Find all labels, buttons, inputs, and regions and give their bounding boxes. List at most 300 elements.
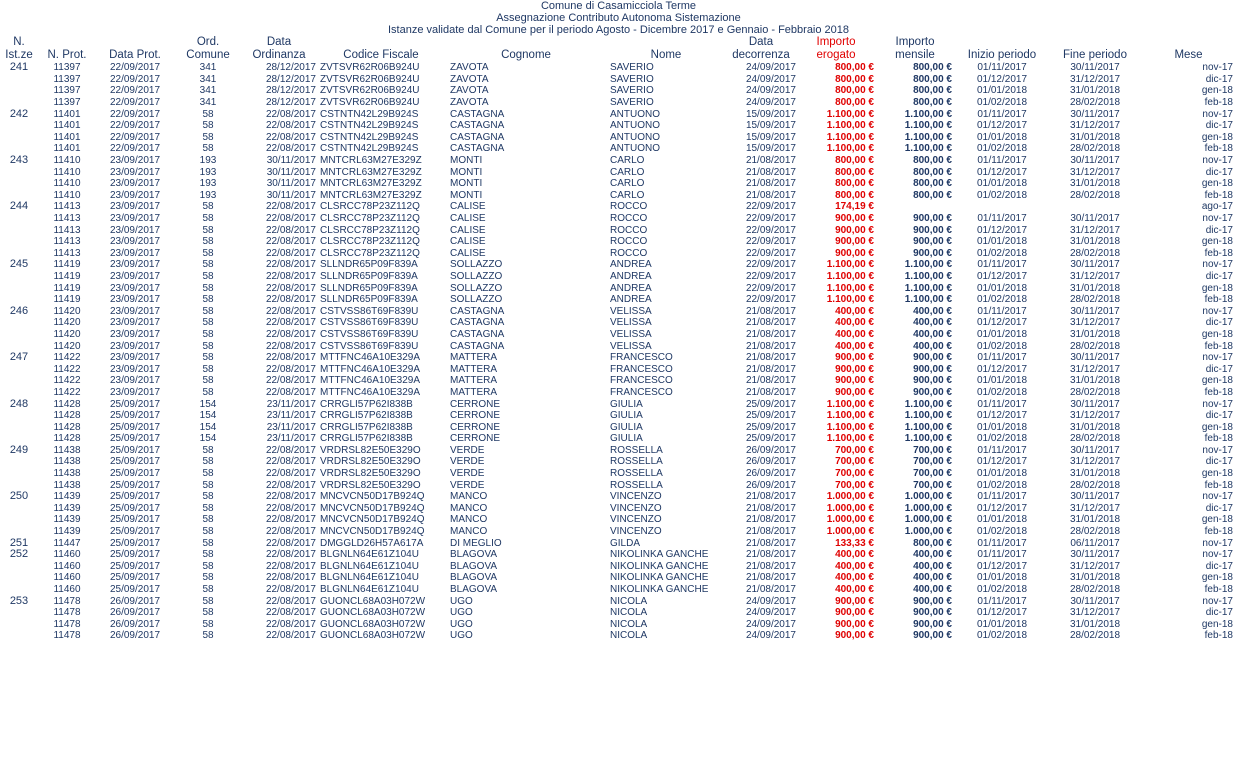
col-mese-cell: gen-18 [1201, 236, 1233, 248]
col-data-decorrenza-cell: 21/08/2017 [745, 549, 796, 561]
col-n-istanza-cell [0, 619, 38, 631]
col-n-prot-cell: 11413 [53, 236, 81, 248]
col-ord-comune-cell: 58 [202, 468, 214, 480]
col-codice-fiscale-cell: MNCVCN50D17B924Q [320, 526, 425, 538]
col-ord-comune-cell: 154 [199, 421, 217, 433]
col-data-decorrenza-cell: 26/09/2017 [745, 468, 796, 480]
col-data-decorrenza-cell: 24/09/2017 [745, 85, 796, 97]
col-ord-comune-cell: 58 [202, 491, 214, 503]
table-row [0, 387, 1237, 399]
col-cognome-cell: MONTI [450, 155, 483, 167]
col-data-decorrenza-cell: 15/09/2017 [745, 131, 796, 143]
col-ord-comune-cell: 58 [202, 143, 214, 155]
col-cognome-cell: UGO [450, 595, 473, 607]
col-ord-comune-header: Ord. Comune [186, 36, 230, 61]
col-importo-erogato-cell: 900,00 € [835, 236, 874, 248]
col-fine-periodo-cell: 31/12/2017 [1069, 502, 1121, 514]
col-codice-fiscale-cell: CSTNTN42L29B924S [320, 131, 419, 143]
col-n-istanza-cell [0, 271, 38, 283]
col-n-prot-cell: 11439 [53, 502, 81, 514]
col-inizio-periodo-cell: 01/01/2018 [976, 178, 1028, 190]
col-n-istanza-cell [0, 224, 38, 236]
col-data-ordinanza-cell: 22/08/2017 [265, 236, 316, 248]
col-cognome-cell: MANCO [450, 502, 488, 514]
col-ord-comune-cell: 58 [202, 328, 214, 340]
col-importo-mensile-cell: 900,00 € [913, 386, 952, 398]
col-n-prot-cell: 11420 [53, 328, 81, 340]
col-inizio-periodo-cell: 01/11/2017 [977, 537, 1027, 549]
col-nome-cell: NIKOLINKA GANCHE [610, 572, 709, 584]
col-data-ordinanza-cell: 22/08/2017 [265, 201, 316, 213]
col-importo-erogato-cell: 1.100,00 € [826, 108, 874, 120]
col-n-prot-cell: 11439 [53, 514, 81, 526]
col-fine-periodo-cell: 31/12/2017 [1069, 560, 1121, 572]
col-fine-periodo-cell: 30/11/2017 [1070, 352, 1120, 364]
col-codice-fiscale-cell: GUONCL68A03H072W [320, 595, 426, 607]
col-ord-comune-cell: 58 [202, 526, 214, 538]
col-data-prot-cell: 23/09/2017 [109, 155, 161, 167]
col-data-decorrenza-cell: 15/09/2017 [745, 120, 796, 132]
col-codice-fiscale-cell: CRRGLI57P62I838B [320, 421, 413, 433]
col-inizio-periodo-cell: 01/01/2018 [976, 131, 1028, 143]
col-mese-cell: feb-18 [1204, 433, 1233, 445]
col-importo-mensile-cell: 400,00 € [913, 305, 952, 317]
col-cognome-cell: VERDE [450, 479, 485, 491]
col-n-istanza-cell [0, 375, 38, 387]
col-n-prot-cell: 11419 [53, 259, 81, 271]
col-data-decorrenza-cell: 24/09/2017 [745, 73, 796, 85]
col-importo-mensile-cell: 900,00 € [913, 363, 952, 375]
col-importo-erogato-cell: 900,00 € [835, 352, 874, 364]
col-nome-cell: CARLO [610, 166, 645, 178]
col-data-decorrenza-cell: 21/08/2017 [745, 386, 796, 398]
col-importo-mensile-cell: 900,00 € [913, 352, 952, 364]
col-cognome-cell: MANCO [450, 514, 488, 526]
col-data-prot-cell: 23/09/2017 [109, 259, 161, 271]
col-data-decorrenza-cell: 24/09/2017 [745, 607, 796, 619]
col-nome-cell: VINCENZO [610, 491, 662, 503]
col-cognome-cell: CERRONE [450, 433, 501, 445]
col-nome-cell: SAVERIO [610, 97, 654, 109]
col-nome-cell: VELISSA [610, 340, 652, 352]
col-data-ordinanza-cell: 22/08/2017 [265, 352, 316, 364]
col-data-ordinanza-cell: 28/12/2017 [265, 97, 316, 109]
col-nome-cell: VELISSA [610, 328, 652, 340]
col-importo-mensile-cell: 900,00 € [913, 375, 952, 387]
col-ord-comune-cell: 341 [199, 62, 217, 74]
col-n-istanza-cell [0, 433, 38, 445]
col-cognome-cell: UGO [450, 618, 473, 630]
col-n-istanza-cell [0, 236, 38, 248]
col-importo-erogato-cell: 400,00 € [835, 340, 874, 352]
col-nome-cell: GILDA [610, 537, 641, 549]
table-header-row [0, 36, 1237, 62]
col-n-istanza-cell [0, 514, 38, 526]
col-fine-periodo-cell: 31/12/2017 [1069, 120, 1121, 132]
col-n-prot-cell: 11401 [53, 143, 81, 155]
col-n-istanza-cell [0, 479, 38, 491]
col-cognome-cell: CASTAGNA [450, 108, 505, 120]
col-ord-comune-cell: 58 [202, 549, 214, 561]
col-fine-periodo-cell: 28/02/2018 [1069, 630, 1121, 642]
col-ord-comune-cell: 58 [202, 572, 214, 584]
col-n-prot-cell: 11460 [53, 549, 81, 561]
table-row [0, 201, 1237, 213]
col-data-ordinanza-cell: 22/08/2017 [265, 456, 316, 468]
col-data-prot-cell: 25/09/2017 [109, 421, 161, 433]
col-ord-comune-cell: 58 [202, 363, 214, 375]
col-mese-cell: feb-18 [1204, 479, 1233, 491]
col-mese-cell: gen-18 [1201, 421, 1233, 433]
col-cognome-cell: BLAGOVA [450, 572, 498, 584]
col-data-decorrenza-cell: 21/08/2017 [745, 340, 796, 352]
col-fine-periodo-cell: 31/01/2018 [1069, 282, 1121, 294]
col-data-prot-header: Data Prot. [109, 49, 161, 61]
col-n-prot-cell: 11439 [53, 526, 81, 538]
col-inizio-periodo-cell: 01/12/2017 [976, 73, 1028, 85]
col-mese-cell: dic-17 [1205, 363, 1233, 375]
col-n-prot-cell: 11419 [53, 282, 81, 294]
col-codice-fiscale-cell: CLSRCC78P23Z112Q [320, 224, 420, 236]
col-codice-fiscale-cell: CSTVSS86T69F839U [320, 328, 419, 340]
table-row [0, 526, 1237, 538]
col-inizio-periodo-cell: 01/12/2017 [976, 502, 1028, 514]
col-ord-comune-cell: 193 [199, 155, 217, 167]
col-importo-erogato-cell: 400,00 € [835, 560, 874, 572]
col-n-istanza-cell [0, 132, 38, 144]
col-inizio-periodo-cell: 01/02/2018 [976, 479, 1028, 491]
col-n-istanza-cell: 248 [9, 398, 29, 410]
col-codice-fiscale-cell: ZVTSVR62R06B924U [320, 73, 420, 85]
col-data-decorrenza-cell: 21/08/2017 [745, 537, 796, 549]
col-data-ordinanza-cell: 28/12/2017 [265, 73, 316, 85]
col-nome-cell: ANTUONO [610, 131, 660, 143]
col-fine-periodo-cell: 28/02/2018 [1069, 247, 1121, 259]
col-codice-fiscale-cell: CRRGLI57P62I838B [320, 398, 413, 410]
col-data-decorrenza-cell: 21/08/2017 [745, 526, 796, 538]
col-data-prot-cell: 25/09/2017 [109, 560, 161, 572]
col-nome-cell: ANDREA [610, 270, 652, 282]
col-data-ordinanza-cell: 22/08/2017 [265, 618, 316, 630]
col-inizio-periodo-cell: 01/12/2017 [976, 224, 1028, 236]
col-mese-cell: feb-18 [1204, 386, 1233, 398]
col-inizio-periodo-cell: 01/12/2017 [976, 607, 1028, 619]
col-codice-fiscale-cell: CSTNTN42L29B924S [320, 108, 419, 120]
col-mese-cell: gen-18 [1201, 178, 1233, 190]
col-n-istanza-cell [0, 340, 38, 352]
col-codice-fiscale-cell: ZVTSVR62R06B924U [320, 97, 420, 109]
col-nome-cell: ROSSELLA [610, 456, 663, 468]
col-codice-fiscale-cell: GUONCL68A03H072W [320, 607, 426, 619]
col-data-ordinanza-cell: 22/08/2017 [265, 224, 316, 236]
col-n-prot-cell: 11401 [53, 108, 81, 120]
col-data-ordinanza-cell: 22/08/2017 [265, 108, 316, 120]
col-importo-erogato-cell: 700,00 € [835, 456, 874, 468]
col-fine-periodo-cell: 30/11/2017 [1070, 398, 1120, 410]
col-ord-comune-cell: 58 [202, 282, 214, 294]
col-importo-mensile-cell: 400,00 € [913, 584, 952, 596]
col-data-prot-cell: 23/09/2017 [109, 201, 161, 213]
col-mese-cell: nov-17 [1202, 62, 1233, 74]
col-fine-periodo-cell: 28/02/2018 [1069, 386, 1121, 398]
col-importo-erogato-cell: 1.100,00 € [826, 259, 874, 271]
col-importo-erogato-header: Importo erogato [816, 36, 856, 61]
col-data-decorrenza-cell: 21/08/2017 [745, 584, 796, 596]
col-nome-cell: ROCCO [610, 247, 648, 259]
col-data-ordinanza-cell: 22/08/2017 [265, 294, 316, 306]
col-fine-periodo-cell: 30/11/2017 [1070, 108, 1120, 120]
col-n-prot-cell: 11478 [53, 595, 81, 607]
col-importo-erogato-cell: 1.000,00 € [826, 526, 874, 538]
col-ord-comune-cell: 58 [202, 108, 214, 120]
col-inizio-periodo-cell: 01/02/2018 [976, 294, 1028, 306]
col-mese-cell: dic-17 [1205, 456, 1233, 468]
col-importo-mensile-cell: 700,00 € [913, 479, 952, 491]
col-importo-erogato-cell: 1.100,00 € [826, 421, 874, 433]
col-data-decorrenza-cell: 21/08/2017 [745, 166, 796, 178]
col-importo-mensile-cell: 800,00 € [913, 73, 952, 85]
col-codice-fiscale-cell: CLSRCC78P23Z112Q [320, 247, 420, 259]
col-n-prot-cell: 11438 [53, 468, 81, 480]
table-row [0, 352, 1237, 364]
col-mese-cell: ago-17 [1201, 201, 1233, 213]
col-codice-fiscale-cell: CSTVSS86T69F839U [320, 340, 419, 352]
col-inizio-periodo-cell: 01/11/2017 [977, 305, 1027, 317]
col-nome-cell: ANTUONO [610, 143, 660, 155]
col-cognome-cell: UGO [450, 607, 473, 619]
col-data-ordinanza-cell: 22/08/2017 [265, 514, 316, 526]
col-data-prot-cell: 25/09/2017 [109, 456, 161, 468]
col-inizio-periodo-cell: 01/01/2018 [976, 328, 1028, 340]
col-nome-cell: VELISSA [610, 305, 652, 317]
col-inizio-periodo-cell: 01/11/2017 [977, 595, 1027, 607]
col-codice-fiscale-cell: MTTFNC46A10E329A [320, 363, 421, 375]
contributions-table [0, 36, 1237, 642]
col-importo-mensile-cell: 800,00 € [913, 85, 952, 97]
table-row [0, 421, 1237, 433]
col-cognome-cell: MATTERA [450, 352, 498, 364]
col-data-prot-cell: 23/09/2017 [109, 270, 161, 282]
col-data-decorrenza-cell: 21/08/2017 [745, 178, 796, 190]
col-n-prot-cell: 11413 [53, 224, 81, 236]
col-mese-cell: feb-18 [1204, 340, 1233, 352]
col-data-ordinanza-header: Data Ordinanza [252, 36, 306, 61]
col-mese-cell: dic-17 [1205, 120, 1233, 132]
col-importo-mensile-cell: 1.000,00 € [904, 514, 952, 526]
col-ord-comune-cell: 193 [199, 189, 217, 201]
col-cognome-cell: VERDE [450, 456, 485, 468]
col-data-ordinanza-cell: 30/11/2017 [266, 189, 316, 201]
col-data-ordinanza-cell: 22/08/2017 [265, 247, 316, 259]
col-data-prot-cell: 25/09/2017 [109, 572, 161, 584]
col-codice-fiscale-cell: MNCVCN50D17B924Q [320, 514, 425, 526]
col-n-istanza-cell [0, 317, 38, 329]
col-codice-fiscale-cell: BLGNLN64E61Z104U [320, 560, 419, 572]
col-fine-periodo-cell: 31/01/2018 [1069, 375, 1121, 387]
table-row [0, 305, 1237, 317]
col-mese-cell: feb-18 [1204, 189, 1233, 201]
col-importo-erogato-cell: 900,00 € [835, 247, 874, 259]
col-cognome-cell: VERDE [450, 468, 485, 480]
col-nome-cell: VELISSA [610, 317, 652, 329]
col-codice-fiscale-cell: BLGNLN64E61Z104U [320, 549, 419, 561]
col-data-decorrenza-cell: 22/09/2017 [745, 236, 796, 248]
col-data-prot-cell: 23/09/2017 [109, 363, 161, 375]
col-inizio-periodo-cell: 01/11/2017 [977, 398, 1027, 410]
table-row [0, 607, 1237, 619]
col-mese-cell: nov-17 [1202, 305, 1233, 317]
col-ord-comune-cell: 58 [202, 352, 214, 364]
col-importo-mensile-cell: 1.100,00 € [904, 433, 952, 445]
col-n-prot-cell: 11460 [53, 572, 81, 584]
col-fine-periodo-cell: 28/02/2018 [1069, 526, 1121, 538]
col-nome-cell: VINCENZO [610, 514, 662, 526]
col-fine-periodo-cell: 31/12/2017 [1069, 317, 1121, 329]
col-inizio-periodo-cell: 01/01/2018 [976, 572, 1028, 584]
col-cognome-cell: CASTAGNA [450, 143, 505, 155]
col-n-istanza-cell [0, 607, 38, 619]
col-fine-periodo-cell: 30/11/2017 [1070, 259, 1120, 271]
col-data-decorrenza-cell: 22/09/2017 [745, 247, 796, 259]
table-row [0, 584, 1237, 596]
col-mese-cell: dic-17 [1205, 410, 1233, 422]
col-nome-cell: FRANCESCO [610, 386, 673, 398]
col-codice-fiscale-cell: VRDRSL82E50E329O [320, 479, 421, 491]
col-importo-erogato-cell: 800,00 € [835, 85, 874, 97]
col-inizio-periodo-cell: 01/01/2018 [976, 375, 1028, 387]
col-data-prot-cell: 23/09/2017 [109, 189, 161, 201]
table-row [0, 282, 1237, 294]
col-nome-cell: NICOLA [610, 607, 648, 619]
col-importo-erogato-cell: 400,00 € [835, 584, 874, 596]
col-mese-cell: nov-17 [1202, 108, 1233, 120]
col-n-prot-cell: 11410 [53, 155, 81, 167]
table-row [0, 491, 1237, 503]
col-cognome-cell: SOLLAZZO [450, 259, 503, 271]
col-data-prot-cell: 23/09/2017 [109, 340, 161, 352]
col-ord-comune-cell: 58 [202, 259, 214, 271]
col-ord-comune-cell: 154 [199, 398, 217, 410]
col-fine-periodo-cell: 31/01/2018 [1069, 178, 1121, 190]
col-cognome-cell: MATTERA [450, 363, 498, 375]
col-data-decorrenza-cell: 26/09/2017 [745, 456, 796, 468]
col-cognome-cell: CASTAGNA [450, 305, 505, 317]
col-data-prot-cell: 25/09/2017 [109, 537, 161, 549]
col-n-istanza-cell [0, 468, 38, 480]
col-data-prot-cell: 26/09/2017 [109, 618, 161, 630]
col-mese-cell: nov-17 [1202, 444, 1233, 456]
table-row [0, 294, 1237, 306]
col-mese-cell: feb-18 [1204, 97, 1233, 109]
col-importo-mensile-cell: 700,00 € [913, 444, 952, 456]
col-nome-cell: NICOLA [610, 630, 648, 642]
table-row [0, 178, 1237, 190]
col-importo-mensile-cell: 400,00 € [913, 549, 952, 561]
col-mese-cell: nov-17 [1202, 155, 1233, 167]
col-data-prot-cell: 23/09/2017 [109, 236, 161, 248]
col-data-prot-cell: 23/09/2017 [109, 305, 161, 317]
col-importo-mensile-cell: 900,00 € [913, 224, 952, 236]
col-fine-periodo-cell: 31/01/2018 [1069, 328, 1121, 340]
col-ord-comune-cell: 58 [202, 630, 214, 642]
col-cognome-cell: SOLLAZZO [450, 282, 503, 294]
col-n-istanza-cell: 241 [9, 62, 29, 74]
col-fine-periodo-cell: 28/02/2018 [1069, 584, 1121, 596]
col-fine-periodo-cell: 30/11/2017 [1070, 549, 1120, 561]
col-n-prot-cell: 11422 [53, 386, 81, 398]
col-cognome-cell: MONTI [450, 178, 483, 190]
col-n-istanza-cell [0, 410, 38, 422]
col-codice-fiscale-cell: MNTCRL63M27E329Z [320, 166, 422, 178]
col-fine-periodo-cell: 31/12/2017 [1069, 410, 1121, 422]
col-importo-mensile-cell: 1.100,00 € [904, 131, 952, 143]
col-importo-erogato-cell: 1.100,00 € [826, 270, 874, 282]
col-ord-comune-cell: 58 [202, 386, 214, 398]
col-cognome-header: Cognome [501, 49, 551, 61]
col-codice-fiscale-cell: ZVTSVR62R06B924U [320, 85, 420, 97]
col-codice-fiscale-cell: CLSRCC78P23Z112Q [320, 236, 420, 248]
col-mese-cell: nov-17 [1202, 213, 1233, 225]
col-importo-mensile-cell: 900,00 € [913, 213, 952, 225]
col-n-istanza-cell: 243 [9, 154, 29, 167]
header-subject: Assegnazione Contributo Autonoma Sistemazione [496, 12, 741, 24]
table-row [0, 236, 1237, 248]
col-fine-periodo-cell: 31/01/2018 [1069, 468, 1121, 480]
col-nome-cell: ROSSELLA [610, 479, 663, 491]
table-row [0, 572, 1237, 584]
col-nome-cell: SAVERIO [610, 62, 654, 74]
col-importo-mensile-cell: 1.100,00 € [904, 270, 952, 282]
col-inizio-periodo-cell: 01/01/2018 [976, 282, 1028, 294]
col-data-prot-cell: 23/09/2017 [109, 328, 161, 340]
col-data-ordinanza-cell: 23/11/2017 [266, 410, 316, 422]
col-cognome-cell: CALISE [450, 247, 486, 259]
table-row [0, 549, 1237, 561]
table-row [0, 155, 1237, 167]
col-codice-fiscale-cell: GUONCL68A03H072W [320, 618, 426, 630]
col-data-decorrenza-cell: 21/08/2017 [745, 375, 796, 387]
document-header [0, 0, 1237, 36]
col-codice-fiscale-cell: BLGNLN64E61Z104U [320, 572, 419, 584]
col-n-prot-cell: 11422 [53, 375, 81, 387]
col-cognome-cell: BLAGOVA [450, 560, 498, 572]
col-n-istanza-cell [0, 503, 38, 515]
col-data-decorrenza-cell: 21/08/2017 [745, 305, 796, 317]
table-row [0, 468, 1237, 480]
col-ord-comune-cell: 58 [202, 236, 214, 248]
col-data-prot-cell: 26/09/2017 [109, 595, 161, 607]
col-ord-comune-cell: 58 [202, 340, 214, 352]
table-row [0, 317, 1237, 329]
col-data-decorrenza-cell: 24/09/2017 [745, 595, 796, 607]
col-data-ordinanza-cell: 22/08/2017 [265, 549, 316, 561]
col-n-prot-cell: 11478 [53, 618, 81, 630]
col-inizio-periodo-cell: 01/02/2018 [976, 386, 1028, 398]
table-row [0, 132, 1237, 144]
col-ord-comune-cell: 58 [202, 444, 214, 456]
col-mese-cell: feb-18 [1204, 526, 1233, 538]
col-nome-cell: NIKOLINKA GANCHE [610, 549, 709, 561]
col-inizio-periodo-cell: 01/02/2018 [976, 143, 1028, 155]
col-fine-periodo-cell: 31/01/2018 [1069, 514, 1121, 526]
col-mese-cell: feb-18 [1204, 294, 1233, 306]
col-data-prot-cell: 23/09/2017 [109, 166, 161, 178]
table-row [0, 120, 1237, 132]
col-cognome-cell: MATTERA [450, 386, 498, 398]
col-inizio-periodo-cell: 01/11/2017 [977, 62, 1027, 74]
col-n-prot-cell: 11413 [53, 247, 81, 259]
col-codice-fiscale-cell: ZVTSVR62R06B924U [320, 62, 420, 74]
